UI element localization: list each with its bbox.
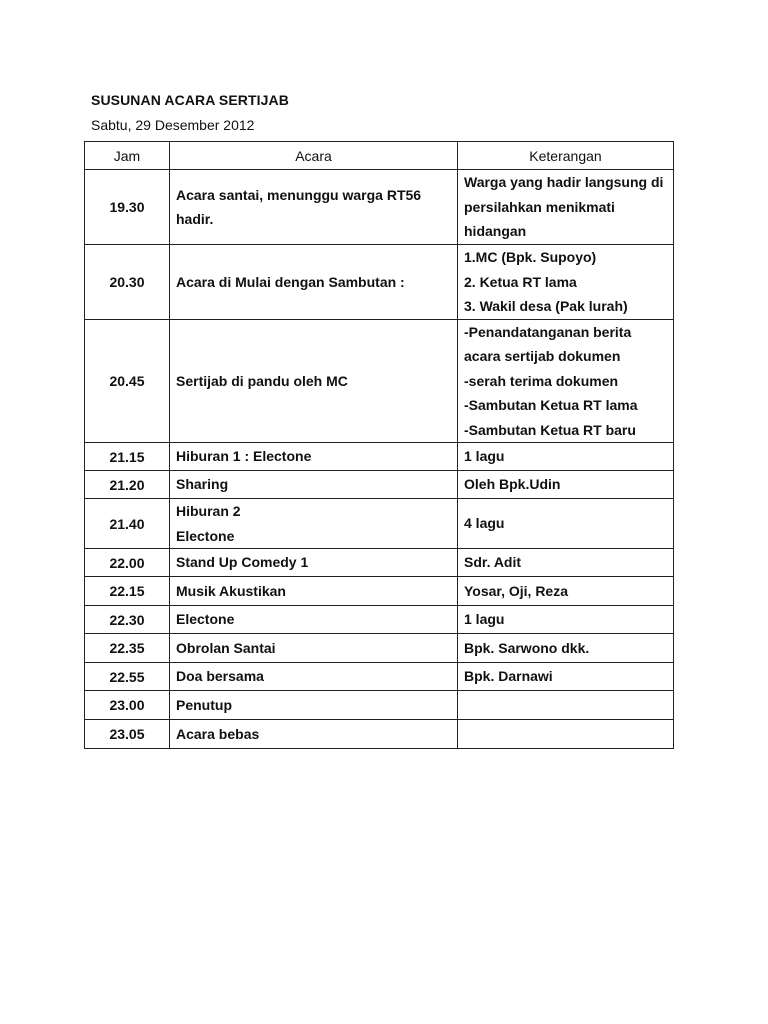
cell-acara-line: Stand Up Comedy 1 — [176, 554, 309, 571]
cell-jam: 23.00 — [85, 691, 170, 720]
cell-keterangan-line: Bpk. Sarwono dkk. — [464, 639, 590, 656]
cell-acara-line: Hiburan 1 : Electone — [176, 448, 312, 465]
table-row — [85, 691, 674, 720]
cell-jam: 21.15 — [85, 443, 170, 471]
cell-keterangan-line: Yosar, Oji, Reza — [464, 582, 569, 599]
cell-acara — [170, 606, 458, 634]
cell-keterangan-line: persilahkan menikmati — [464, 198, 615, 215]
header-keterangan: Keterangan — [458, 142, 674, 170]
cell-keterangan-line: 3. Wakil desa (Pak lurah) — [464, 298, 628, 314]
cell-acara-line: Doa bersama — [176, 668, 264, 685]
cell-keterangan — [458, 549, 674, 577]
table-row — [85, 606, 674, 634]
cell-keterangan — [458, 606, 674, 634]
cell-keterangan-line: -Sambutan Ketua RT baru — [464, 421, 636, 438]
schedule-table — [84, 141, 674, 749]
cell-keterangan-line: 1.MC (Bpk. Supoyo) — [464, 249, 597, 265]
table-row — [85, 319, 674, 443]
cell-keterangan-line: Sdr. Adit — [464, 554, 522, 571]
document-date: Sabtu, 29 Desember 2012 — [91, 117, 255, 133]
table-row — [85, 471, 674, 499]
cell-jam: 22.30 — [85, 606, 170, 634]
cell-acara — [170, 663, 458, 691]
table-row — [85, 720, 674, 749]
header-acara: Acara — [170, 142, 458, 170]
table-row — [85, 499, 674, 549]
cell-keterangan-line: 4 lagu — [464, 515, 505, 532]
cell-acara-line: Sharing — [176, 476, 229, 493]
cell-acara — [170, 577, 458, 606]
cell-keterangan-line: Bpk. Darnawi — [464, 668, 553, 685]
cell-acara — [170, 319, 458, 443]
cell-acara-line: Acara bebas — [176, 725, 260, 742]
cell-acara — [170, 443, 458, 471]
cell-acara-line: Penutup — [176, 696, 232, 713]
cell-acara — [170, 720, 458, 749]
cell-keterangan — [458, 634, 674, 663]
cell-jam: 22.35 — [85, 634, 170, 663]
cell-keterangan — [458, 499, 674, 549]
cell-keterangan — [458, 319, 674, 443]
cell-acara — [170, 634, 458, 663]
table-row — [85, 663, 674, 691]
table-row — [85, 577, 674, 606]
table-body — [85, 170, 674, 749]
header-jam: Jam — [85, 142, 170, 170]
cell-keterangan-line: Warga yang hadir langsung di — [464, 174, 664, 191]
cell-keterangan-line: 1 lagu — [464, 611, 505, 628]
cell-jam: 22.00 — [85, 549, 170, 577]
cell-acara — [170, 499, 458, 549]
cell-acara-line: Acara di Mulai dengan Sambutan : — [176, 273, 405, 290]
cell-keterangan-line: -Penandatanganan berita — [464, 323, 632, 340]
cell-keterangan — [458, 471, 674, 499]
table-row — [85, 443, 674, 471]
cell-keterangan-line: -serah terima dokumen — [464, 372, 619, 389]
table-row — [85, 245, 674, 320]
table-row — [85, 549, 674, 577]
cell-keterangan — [458, 170, 674, 245]
cell-jam: 21.40 — [85, 499, 170, 549]
cell-acara-line: Obrolan Santai — [176, 639, 276, 656]
cell-acara — [170, 170, 458, 245]
cell-jam: 20.45 — [85, 319, 170, 443]
table-header-row — [85, 142, 674, 170]
cell-acara — [170, 549, 458, 577]
cell-keterangan — [458, 443, 674, 471]
table-row — [85, 634, 674, 663]
cell-keterangan-line: 1 lagu — [464, 448, 505, 465]
cell-acara-line: Musik Akustikan — [176, 582, 286, 599]
cell-keterangan-line: hidangan — [464, 223, 527, 240]
cell-acara-line: Acara santai, menunggu warga RT56 — [176, 186, 422, 203]
cell-acara-line: Electone — [176, 611, 235, 628]
cell-acara — [170, 245, 458, 320]
cell-jam: 23.05 — [85, 720, 170, 749]
cell-jam: 19.30 — [85, 170, 170, 245]
cell-acara-line: Sertijab di pandu oleh MC — [176, 372, 348, 389]
cell-jam: 22.55 — [85, 663, 170, 691]
cell-acara-line: Hiburan 2 — [176, 503, 241, 519]
cell-keterangan-line: 2. Ketua RT lama — [464, 273, 577, 290]
cell-keterangan-line: -Sambutan Ketua RT lama — [464, 397, 638, 413]
cell-keterangan — [458, 691, 674, 720]
cell-keterangan — [458, 245, 674, 320]
cell-jam: 21.20 — [85, 471, 170, 499]
cell-keterangan — [458, 720, 674, 749]
document-title: SUSUNAN ACARA SERTIJAB — [91, 92, 289, 108]
cell-keterangan-line: Oleh Bpk.Udin — [464, 476, 561, 493]
cell-acara — [170, 691, 458, 720]
cell-keterangan-line: acara sertijab dokumen — [464, 348, 621, 364]
cell-jam: 22.15 — [85, 577, 170, 606]
cell-jam: 20.30 — [85, 245, 170, 320]
cell-keterangan — [458, 663, 674, 691]
table-row — [85, 170, 674, 245]
cell-keterangan — [458, 577, 674, 606]
cell-acara-line: hadir. — [176, 211, 214, 227]
cell-acara — [170, 471, 458, 499]
cell-acara-line: Electone — [176, 527, 235, 544]
